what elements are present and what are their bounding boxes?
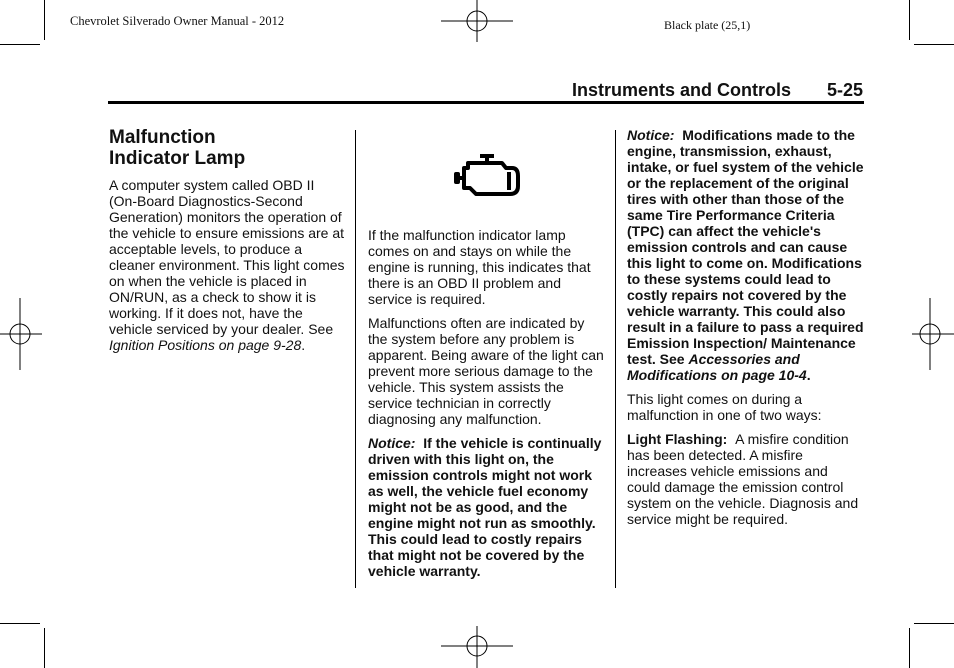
notice-paragraph [368, 435, 604, 579]
heading-line-1: Malfunction [109, 127, 216, 148]
column-divider [615, 130, 616, 588]
notice-end: . [806, 367, 811, 383]
column-2 [368, 127, 604, 587]
lamp-paragraph: If the malfunction indicator lamp comes on and stays on while the engine is running, this indicates that there is an OBD II problem and service is required. [368, 227, 591, 307]
column-divider [355, 130, 356, 588]
section-title: Instruments and Controls [572, 80, 792, 100]
intro-text: A computer system called OBD II (On-Board Diagnostics-Second Generation) monitors the operation of the vehicle to ensure emissions are at acceptable levels, to produce a cleaner environment. This light comes on when the vehicle is placed in ON/RUN, as a check to show it is working. If it does not, have the vehicle serviced by your dealer. See [109, 177, 345, 337]
crop-mark [909, 628, 910, 668]
intro-paragraph [109, 177, 345, 353]
section-heading [109, 127, 345, 169]
crop-mark [914, 623, 954, 624]
crop-mark [909, 0, 910, 40]
crop-mark [0, 623, 40, 624]
intro-end: . [301, 337, 306, 353]
notice-label: Notice: [627, 127, 675, 143]
crop-mark [914, 44, 954, 45]
registration-mark-right [910, 296, 954, 372]
notice-text: Modifications made to the engine, transmission, exhaust, intake, or fuel system of the vehicle or the replacement of the original tires with other than those of the same Tire Performance Criteria (TPC) can affect the vehicle's emission controls and can cause this light to come on. Modifications to these systems could lead to costly repairs not covered by the vehicle warranty. This could also result in a failure to pass a required Emission Inspection/ Maintenance test. See [627, 127, 864, 367]
crop-mark [44, 628, 45, 668]
light-flashing-paragraph [627, 431, 864, 527]
registration-mark-bottom [437, 624, 517, 668]
malfunctions-paragraph: Malfunctions often are indicated by the system before any problem is apparent. Being aware of the light can prevent more serious damage to the vehicle. This system assists the service technician in correctly diagnosing any malfunction. [368, 315, 604, 427]
light-flashing-text: A misfire condition has been detected. A misfire increases vehicle emissions and could damage the emission control system on the vehicle. Diagnosis and service might be required. [627, 431, 859, 527]
plate-label: Black plate (25,1) [664, 18, 751, 32]
notice-text: If the vehicle is continually driven with this light on, the emission controls might not work as well, the vehicle fuel economy might not be as good, and the engine might not run as smoothly. This could lead to costly repairs that might not be covered by the vehicle warranty. [368, 435, 602, 579]
registration-mark-top [437, 0, 517, 44]
ignition-reference-link[interactable]: Ignition Positions on page 9-28 [109, 337, 302, 353]
column-1 [109, 127, 345, 361]
two-ways-paragraph: This light comes on during a malfunction in one of two ways: [627, 391, 822, 423]
page-number: 5-25 [827, 80, 864, 100]
notice-label: Notice: [368, 435, 416, 451]
modifications-notice [627, 127, 864, 383]
column-3 [627, 127, 864, 535]
heading-line-2: Indicator Lamp [109, 148, 246, 169]
manual-title: Chevrolet Silverado Owner Manual - 2012 [70, 14, 285, 28]
check-engine-icon [368, 127, 604, 227]
accessories-reference-link[interactable]: Accessories and Modifications on page 10-4 [627, 351, 807, 383]
registration-mark-left [0, 296, 44, 372]
light-flashing-label: Light Flashing: [627, 431, 728, 447]
crop-mark [0, 44, 40, 45]
crop-mark [44, 0, 45, 40]
section-divider [108, 101, 864, 104]
